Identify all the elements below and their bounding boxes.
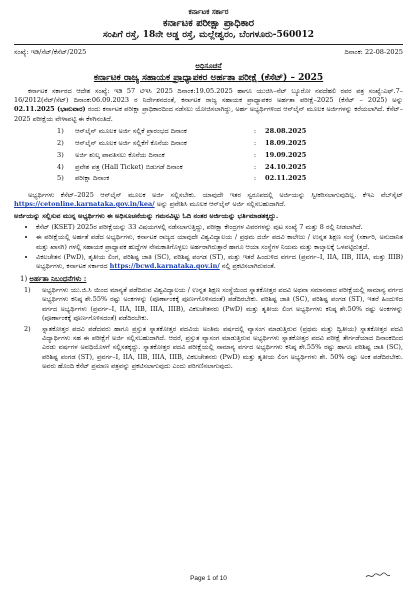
schedule-label: ಪರೀಕ್ಷಾ ದಿನಾಂಕ [75,174,110,183]
notification-label: ಅಧಿಸೂಚನೆ [195,61,222,70]
schedule-number: 2) [57,138,64,147]
page-number: Page 1 of 10 [190,575,227,582]
schedule-label: ಆನ್‌ಲೈನ್ ಮೂಲಕ ಅರ್ಜಿ ಸಲ್ಲಿಕೆಗೆ ಕೊನೆಯ ದಿನಾಂಕ [75,138,187,147]
schedule-separator: : [253,138,257,147]
authority-address: ಸಂಪಿಗೆ ರಸ್ತೆ, 18ನೇ ಅಡ್ಡ ರಸ್ತೆ, ಮಲ್ಲೇಶ್ವರಂ, ಬೆಂಗಳೂರು-560012 [102,30,315,40]
header-divider [14,44,403,45]
schedule-number: 5) [57,174,64,183]
schedule-date: 02.11.2025 [265,174,307,183]
item-text: ಸ್ನಾತಕೋತ್ತರ ಪದವಿ ಪಡೆದವರು ಹಾಗೂ ಪ್ರಸ್ತುತ ಸ್ನಾತಕೋತ್ತರ ಪದವಿಯ ಅಂತಿಮ ವರ್ಷದಲ್ಲಿ ವ್ಯಾಸಂಗ ಮಾಡುತ್ತಿರುವ (ಪ್ರಥಮ ಮತ್ತು ದ್ವಿತೀಯ) ಸ್ನಾತಕೋತ್ತರ ಪದವಿ ವಿದ್ಯಾರ್ಥಿಗಳು ಸಹ ಈ ಪರೀಕ್ಷೆಗೆ ಅರ್ಜಿ ಸಲ್ಲಿಸಬಹುದಾಗಿದೆ. ಆದರೆ, ಪ್ರಸ್ತುತ ವ್ಯಾಸಂಗ ಮಾಡುತ್ತಿರುವ ಅಭ್ಯರ್ಥಿಗಳು ಸ್ನಾತಕೋತ್ತರ ಪದವಿ ಪರೀಕ್ಷೆ ತೇರ್ಗಡೆಯಾದ ದಿನಾಂಕದಿಂದ ಎರಡು ವರ್ಷಗಳ ಅವಧಿಯೊಳಗೆ ಸಲ್ಲಿಸತಕ್ಕದ್ದು. ಸ್ನಾತಕೋತ್ತರ ಪದವಿ ಪರೀಕ್ಷೆಯಲ್ಲಿ ಸಾಮಾನ್ಯ ವರ್ಗದ ಅಭ್ಯರ್ಥಿಗಳು ಕನಿಷ್ಠ ಶೇ.55% ರಷ್ಟು ಹಾಗೂ ಪರಿಶಿಷ್ಟ ಜಾತಿ (SC), ಪರಿಶಿಷ್ಟ ಪಂಗಡ (ST), ಪ್ರವರ್ಗ–I, IIA, IIB, IIIA, IIIB, ವಿಕಲಚೇತನರು (PwD) ಮತ್ತು ತೃತೀಯ ಲಿಂಗ ಅಭ್ಯರ್ಥಿಗಳು ಶೇ. 50% ರಷ್ಟು ಅಂಕ ಪಡೆದಿರಬೇಕು. ಅವರು ಹೊಂದಿ ಕೆಸೆಟ್ ಪ್ರಮಾಣ ಪತ್ರವನ್ನು ಪ್ರಕಟಿಸಲಾಗುವುದು ಎಂದು ಪರಿಗಣಿಸಲಾಗುವುದು. [42,324,403,370]
intro-tail: ರಂದು ಕರ್ನಾಟಕ ಪರೀಕ್ಷಾ ಪ್ರಾಧಿಕಾರದಿಂದ ನಡೆಸಲು ಯೋಜಿಸಲಾಗಿದ್ದು, ಅರ್ಹ ಅಭ್ಯರ್ಥಿಗಳಿಂದ ಆನ್‌ಲೈನ್ ಮೂಲಕ ಅರ್ಜಿಗಳನ್ನು ಕರೆಯಲಾಗಿದೆ. ಕೆಸೆಟ್–2025 ಪರೀಕ್ಷೆಯ ವೇಳಾಪಟ್ಟಿ ಈ ಕೆಳಗಿನಂತಿದೆ. [14,105,403,123]
apply-tail: ಅನ್ನು ಪ್ರವೇಶಿಸಿ ಮೂಲಕ ಆನ್‌ಲೈನ್ ಅರ್ಜಿ ಸಲ್ಲಿಸಬಹುದಾಗಿದೆ. [156,199,286,208]
schedule-label: ಪ್ರವೇಶ ಪತ್ರ (Hall Ticket) ಬಿಡುಗಡೆ ದಿನಾಂಕ [75,162,183,171]
list-item: • ಈ ಪರೀಕ್ಷೆಯಲ್ಲಿ ಅರ್ಹತೆ ಪಡೆದ ಅಭ್ಯರ್ಥಿಗಳು, ಕರ್ನಾಟಕ ರಾಜ್ಯದ ಯಾವುದೇ ವಿಶ್ವವಿದ್ಯಾಲಯ / ಪ್ರಥಮ ದರ್ಜೆ ಪದವಿ ಕಾಲೇಜು / ಉನ್ನತ ಶಿಕ್ಷಣ ಸಂಸ್ಥೆ (ಸರ್ಕಾರಿ, ಅನುದಾನಿತ ಮತ್ತು ಖಾಸಗಿ) ಗಳಲ್ಲಿ ಸಹಾಯಕ ಪ್ರಾಧ್ಯಾಪಕ ಹುದ್ದೆಗಳ ನೇಮಕಾತಿಗೊಳ್ಳಲು ಅರ್ಹರಾಗಿರುತ್ತಾರೆ ಹಾಗೂ ಆಯಾ ಸಂಸ್ಥೆಗಳ ನಿಯಮ ಮತ್ತು ಕಾಲ್ಕಾಲಕ್ಕೆ ಒಳಪಟ್ಟಿರುತ್ತದೆ. [36,233,403,251]
item-text: ಅಭ್ಯರ್ಥಿಗಳು ಯು.ಜಿ.ಸಿ ಯಿಂದ ಮಾನ್ಯತೆ ಪಡೆದಿರುವ ವಿಶ್ವವಿದ್ಯಾಲಯ / ಉನ್ನತ ಶಿಕ್ಷಣ ಸಂಸ್ಥೆಯಿಂದ ಸ್ನಾತಕೋತ್ತರ ಪದವಿ ಅಥವಾ ಸಮಾನವಾದ ಪರೀಕ್ಷೆಯಲ್ಲಿ ಸಾಮಾನ್ಯ ವರ್ಗದ ಅಭ್ಯರ್ಥಿಗಳು ಕನಿಷ್ಠ ಶೇ.55% ರಷ್ಟು ಅಂಕಗಳನ್ನು (ಪೂರ್ಣಾಂಕಕ್ಕೆ ಪೂರ್ಣಗೊಳಿಸದಂತೆ) ಪಡೆದಿರಬೇಕು. ಪರಿಶಿಷ್ಟ ಜಾತಿ (SC), ಪರಿಶಿಷ್ಟ ಪಂಗಡ (ST), ಇತರೆ ಹಿಂದುಳಿದ ವರ್ಗದ ಅಭ್ಯರ್ಥಿಗಳು (ಪ್ರವರ್ಗ–I, IIA, IIB, IIIA, IIIB), ವಿಕಲಚೇತನರು (PwD) ಮತ್ತು ತೃತೀಯ ಲಿಂಗ ಅಭ್ಯರ್ಥಿಗಳು ಕನಿಷ್ಠ ಶೇ.50% ರಷ್ಟು ಅಂಕಗಳನ್ನು (ಪೂರ್ಣಾಂಕಕ್ಕೆ ಪೂರ್ಣಗೊಳಿಸದಂತೆ) ಪಡೆದಿರಬೇಕು. [42,286,403,322]
schedule-separator: : [253,162,257,171]
schedule-row [54,138,309,150]
reference-row [14,48,403,57]
list-item-tail: ನಲ್ಲಿ ಪ್ರಕಟಿಸಲಾಗಿರುವಂತೆ. [221,261,276,270]
intro-paragraph [14,87,403,124]
section-title: ಅರ್ಹತಾ ನಿಬಂಧನೆಗಳು : [29,274,87,284]
list-item: • ಕೆಸೆಟ್ (KSET) 2025ರ ಪರೀಕ್ಷೆಯನ್ನು 33 ವಿಷಯಗಳಲ್ಲಿ ನಡೆಸಲಾಗುತ್ತಿದ್ದು, ಪರೀಕ್ಷಾ ಕೇಂದ್ರಗಳ ವಿವರಗಳನ್ನು ಪುಟ ಸಂಖ್ಯೆ 7 ಮತ್ತು 8 ರಲ್ಲಿ ನೀಡಲಾಗಿದೆ. [36,223,403,232]
schedule-number: 4) [57,162,64,171]
authority-name: ಕರ್ನಾಟಕ ಪರೀಕ್ಷಾ ಪ್ರಾಧಿಕಾರ [162,18,255,29]
kea-website-link[interactable]: https://cetonline.karnataka.gov.in/kea/ [14,199,155,208]
reference-number: ಸಂಖ್ಯೆ: ಇಡಿ/ಸೆಟ್/ಕೆಸೆಟ್/2025 [14,48,87,56]
list-item-text: ವಿಕಲಚೇತನ (PwD), ತೃತೀಯ ಲಿಂಗ, ಪರಿಶಿಷ್ಟ ಜಾತಿ (SC), ಪರಿಶಿಷ್ಟ ಪಂಗಡ (ST), ಮತ್ತು ಇತರೆ ಹಿಂದುಳಿದ ವರ್ಗದ (ಪ್ರವರ್ಗ–I, IIA, IIB, IIIA, ಮತ್ತು IIIB) ಅಭ್ಯರ್ಥಿಗಳು, ಕರ್ನಾಟಕ ಸರ್ಕಾರದ [36,252,403,270]
schedule-row [54,161,309,173]
bcwd-website-link[interactable]: https://bcwd.karnataka.gov.in/ [109,261,220,270]
item-number: 1) [24,286,31,295]
schedule-number: 1) [57,127,64,136]
attention-note: ಅರ್ಜಿಯನ್ನು ಸಲ್ಲಿಸುವ ಮುನ್ನ ಅಭ್ಯರ್ಥಿಗಳು ಈ ಅಧಿಸೂಚನೆಯನ್ನು ಗಮನವಿಟ್ಟು ಓದಿ ನಂತರ ಅರ್ಜಿಯನ್ನು ಭರ್ತಿಮಾಡತಕ್ಕದ್ದು. [14,212,279,221]
key-points-list [14,223,403,271]
section-number: 1) [20,275,28,284]
government-name: ಕರ್ನಾಟಕ ಸರ್ಕಾರ [188,7,229,16]
schedule-label: ಅರ್ಜಿ ಶುಲ್ಕ ಪಾವತಿಸಲು ಕೊನೆಯ ದಿನಾಂಕ [75,150,165,159]
schedule-label: ಆನ್‌ಲೈನ್ ಮೂಲಕ ಅರ್ಜಿ ಸಲ್ಲಿಕೆ ಪ್ರಾರಂಭದ ದಿನಾಂಕ [75,127,187,136]
schedule-date: 28.08.2025 [265,127,307,136]
apply-text: ಅಭ್ಯರ್ಥಿಗಳು ಕೆಸೆಟ್–2025 ಆನ್‌ಲೈನ್ ಮೂಲಕ ಅರ್ಜಿ ಸಲ್ಲಿಸಬೇಕು. ಯಾವುದೇ ಇತರ ಸ್ವರೂಪದಲ್ಲಿ ಅರ್ಜಿಯನ್ನು ಸ್ವೀಕರಿಸಲಾಗುವುದಿಲ್ಲ. ಕೆಇಎ ವೆಬ್‌ಸೈಟ್ [28,190,403,199]
list-item [36,253,403,271]
exam-schedule-table [54,126,309,185]
exam-date-highlight: 02.11.2025 (ಭಾನುವಾರ) [14,105,86,114]
notice-date: ದಿನಾಂಕ: 22-08-2025 [344,48,403,56]
schedule-date: 24.10.2025 [265,162,307,171]
schedule-row [54,149,309,161]
apply-paragraph [14,191,403,209]
schedule-separator: : [253,150,257,159]
schedule-row [54,126,309,138]
schedule-separator: : [253,127,257,136]
intro-text: ಕರ್ನಾಟಕ ಸರ್ಕಾರದ ಆದೇಶ ಸಂಖ್ಯೆ: ಇಡಿ 57 ಟಿಇಸಿ 2025 ದಿನಾಂಕ:19.05.2025 ಹಾಗೂ ಯುಜಿಸಿ–ನೆಟ್ ಬ್ಯೂರೋ ನವದೆಹಲಿ ರವರ ಪತ್ರ ಸಂಖ್ಯೆ:ಎಫ್.7–16/2012(ನೆಟ್/ಸೆಟ್) ದಿನಾಂಕ:06.09.2023 ರ ನಿರ್ದೇಶನದಂತೆ, ಕರ್ನಾಟಕ ರಾಜ್ಯ ಸಹಾಯಕ ಪ್ರಾಧ್ಯಾಪಕರ ಅರ್ಹತಾ ಪರೀಕ್ಷೆ–2025 (ಕೆಸೆಟ್ – 2025) ಅನ್ನು [14,87,403,105]
eligibility-item [24,325,403,371]
schedule-separator: : [253,174,257,183]
notification-title: ಕರ್ನಾಟಕ ರಾಜ್ಯ ಸಹಾಯಕ ಪ್ರಾಧ್ಯಾಪಕರ ಅರ್ಹತಾ ಪರೀಕ್ಷೆ (ಕೆಸೆಟ್) – 2025 [93,73,324,83]
schedule-date: 19.09.2025 [265,150,307,159]
schedule-number: 3) [57,150,64,159]
signature-mark [365,572,391,580]
schedule-row [54,173,309,185]
eligibility-heading [20,274,403,284]
item-number: 2) [24,324,31,333]
schedule-date: 18.09.2025 [265,138,307,147]
eligibility-item [24,286,403,323]
